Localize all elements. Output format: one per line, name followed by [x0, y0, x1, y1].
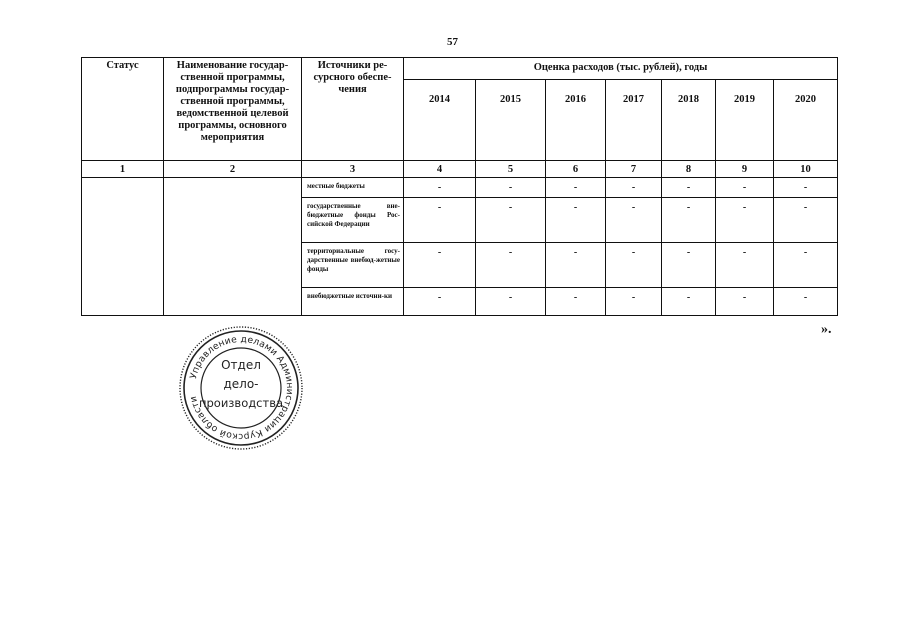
value-cell: - — [662, 178, 716, 198]
value-cell: - — [606, 288, 662, 316]
value-cell: - — [476, 198, 546, 243]
office-stamp — [176, 325, 306, 451]
value-cell: - — [606, 178, 662, 198]
stamp-ring-text: Управление делами Администрации Курской области — [187, 333, 296, 443]
value-cell: - — [716, 198, 774, 243]
value-cell: - — [476, 288, 546, 316]
value-cell: - — [662, 198, 716, 243]
header-expenses: Оценка расходов (тыс. рублей), годы — [404, 58, 838, 80]
column-number: 1 — [82, 161, 164, 178]
header-year: 2018 — [662, 80, 716, 161]
value-cell: - — [716, 178, 774, 198]
value-cell: - — [774, 178, 838, 198]
header-year: 2015 — [476, 80, 546, 161]
header-row-1 — [82, 58, 838, 80]
value-cell: - — [404, 243, 476, 288]
column-number: 9 — [716, 161, 774, 178]
value-cell: - — [404, 178, 476, 198]
column-number: 3 — [302, 161, 404, 178]
funding-source-cell: местные бюджеты — [302, 178, 404, 198]
status-cell — [82, 178, 164, 316]
column-number-row — [82, 161, 838, 178]
program-name-cell — [164, 178, 302, 316]
table-row — [82, 178, 838, 198]
header-program-name: Наименование государ-ственной программы, подпрограммы государ-ственной программы, ведомственной целевой программы, основного мероприятия — [164, 58, 302, 161]
column-number: 7 — [606, 161, 662, 178]
value-cell: - — [546, 288, 606, 316]
value-cell: - — [404, 198, 476, 243]
header-status: Статус — [82, 58, 164, 161]
value-cell: - — [476, 178, 546, 198]
header-year: 2016 — [546, 80, 606, 161]
header-year: 2017 — [606, 80, 662, 161]
value-cell: - — [546, 243, 606, 288]
column-number: 5 — [476, 161, 546, 178]
value-cell: - — [476, 243, 546, 288]
value-cell: - — [716, 243, 774, 288]
value-cell: - — [774, 243, 838, 288]
stamp-center-line: производства — [198, 396, 284, 410]
value-cell: - — [606, 198, 662, 243]
page-number: 57 — [447, 36, 458, 48]
stamp-center-line: дело- — [223, 377, 259, 391]
funding-source-cell: внебюджетные источни-ки — [302, 288, 404, 316]
column-number: 10 — [774, 161, 838, 178]
header-year: 2020 — [774, 80, 838, 161]
value-cell: - — [774, 198, 838, 243]
column-number: 8 — [662, 161, 716, 178]
funding-source-cell: территориальные госу-дарственные внебюд-жетные фонды — [302, 243, 404, 288]
value-cell: - — [662, 243, 716, 288]
value-cell: - — [662, 288, 716, 316]
value-cell: - — [716, 288, 774, 316]
budget-table — [81, 57, 838, 316]
value-cell: - — [774, 288, 838, 316]
value-cell: - — [606, 243, 662, 288]
value-cell: - — [546, 178, 606, 198]
column-number: 6 — [546, 161, 606, 178]
funding-source-cell: государственные вне-бюджетные фонды Рос-сийской Федерации — [302, 198, 404, 243]
value-cell: - — [404, 288, 476, 316]
value-cell: - — [546, 198, 606, 243]
closing-quote-mark: ». — [821, 322, 832, 337]
column-number: 2 — [164, 161, 302, 178]
stamp-center-line: Отдел — [221, 358, 261, 372]
column-number: 4 — [404, 161, 476, 178]
header-year: 2019 — [716, 80, 774, 161]
header-funding-sources: Источники ре-сурсного обеспе-чения — [302, 58, 404, 161]
header-year: 2014 — [404, 80, 476, 161]
